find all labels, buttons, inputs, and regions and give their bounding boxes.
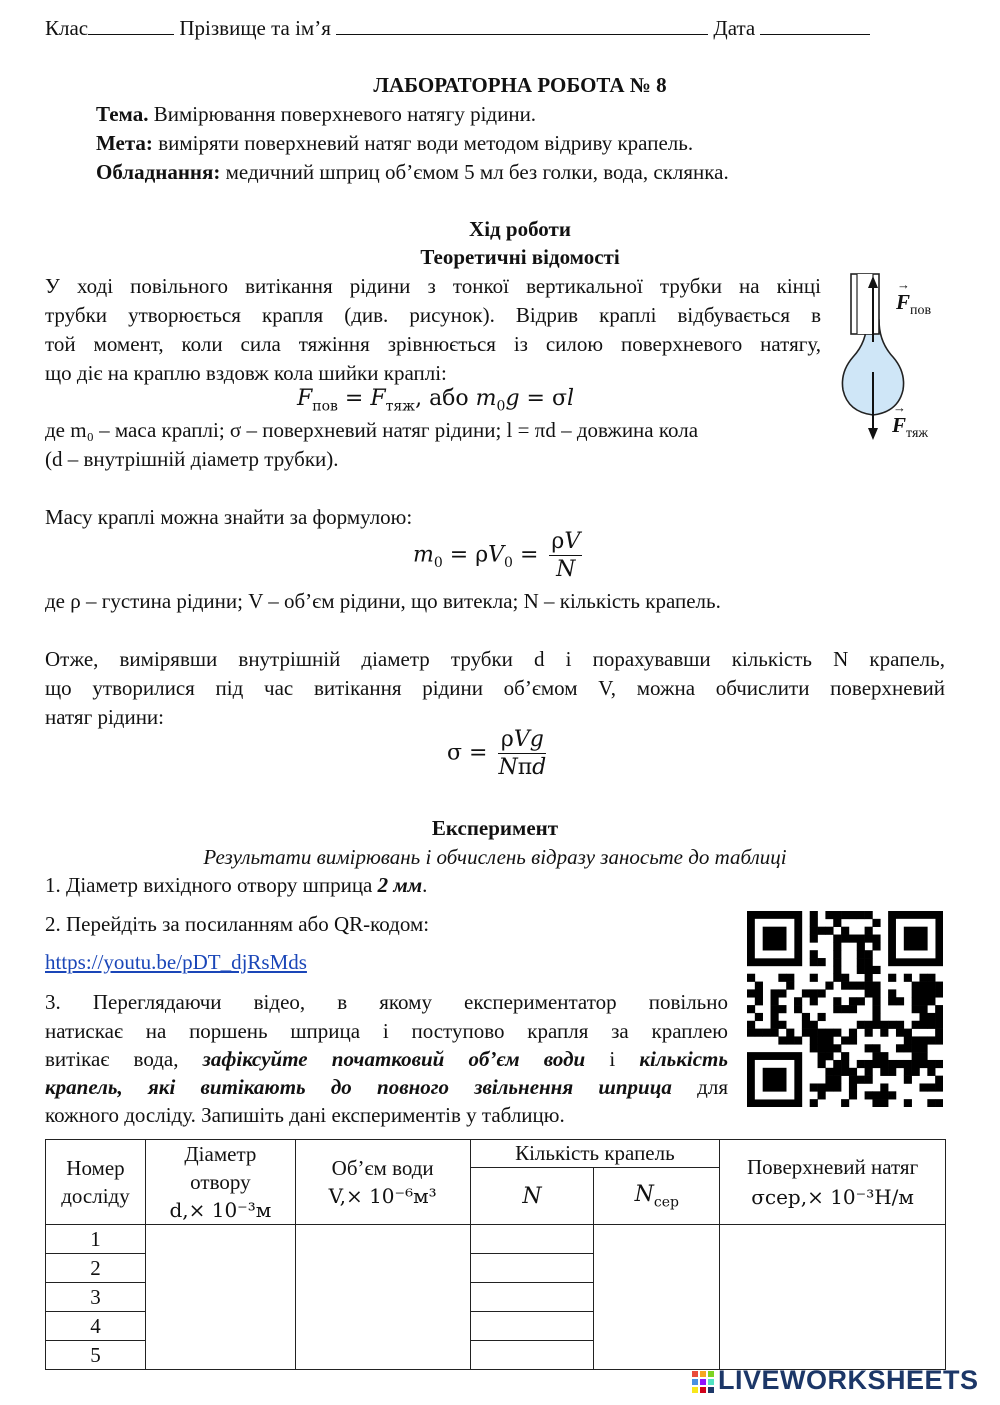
topic-text: Вимірювання поверхневого натягу рідини. [148,102,537,126]
equipment-line [96,160,729,185]
header-line [45,16,870,41]
so-line-3: натяг рідини: [45,705,165,729]
header-n-avg: $N_{сер}$ [594,1168,720,1225]
row-number: 5 [46,1341,146,1370]
equipment-text: медичний шприц об’ємом 5 мл без голки, вода, склянка. [220,160,729,184]
cell-n[interactable] [470,1283,594,1312]
topic-line [96,102,536,127]
syringe-diameter-value: 2 мм [377,873,423,897]
cell-n[interactable] [470,1254,594,1283]
equipment-label: Обладнання: [96,160,221,184]
theory-line-4: що діє на краплю вздовж кола шийки краплі: [45,361,447,385]
so-line-1: Отже, вимірявши внутрішній діаметр трубки d і порахувавши кількість N крапель, [45,647,945,671]
theory-title: Теоретичні відомості [420,245,620,269]
page-title: ЛАБОРАТОРНА РОБОТА № 8 [373,73,667,97]
topic-label: Тема. [96,102,149,126]
liveworksheets-logo: LIVEWORKSHEETS [692,1365,979,1396]
row-number: 4 [46,1312,146,1341]
cell-n-avg[interactable] [594,1225,720,1370]
class-label: Клас [45,16,89,40]
row-number: 2 [46,1254,146,1283]
step-3-line-3: витікає вода, зафіксуйте початковий об’єм води і кількість [45,1047,728,1071]
video-link[interactable]: https://youtu.be/pDT_djRsMds [45,950,307,974]
cell-volume[interactable] [295,1225,470,1370]
date-label: Дата [713,16,756,40]
class-field[interactable] [88,16,174,35]
step-3-line-1: 3. Переглядаючи відео, в якому експериментатор повільно [45,990,728,1014]
qr-code[interactable] [747,911,943,1107]
so-line-2: що утворилися під час витікання рідини об’ємом V, можна обчислити поверхневий [45,676,945,700]
where1-line2: (d – внутрішній діаметр трубки). [45,447,339,471]
header-diameter: Діаметр отвору d,× 10⁻³м [145,1140,295,1225]
row-number: 3 [46,1283,146,1312]
results-table [45,1139,946,1370]
step-3-line-5: кожного досліду. Запишіть дані експериментів у таблицю. [45,1103,565,1127]
cell-diameter[interactable] [145,1225,295,1370]
header-surface-tension: Поверхневий натяг σсер,× 10⁻³Н/м [720,1140,946,1225]
step-3-line-2: натискає на поршень шприца і поступово крапля за краплею [45,1019,728,1043]
experiment-note: Результати вимірювань і обчислень відразу заносьте до таблиці [203,845,787,869]
theory-line-2: трубки утворюється крапля (див. рисунок). Відрив краплі відбувається в [45,303,821,327]
where2: де ρ – густина рідини; V – об’єм рідини, що витекла; N – кількість крапель. [45,589,721,613]
header-n: N [470,1168,594,1225]
goal-label: Мета: [96,131,153,155]
cell-n[interactable] [470,1312,594,1341]
cell-sigma[interactable] [720,1225,946,1370]
date-field[interactable] [760,16,870,35]
header-drops: Кількість крапель [470,1140,720,1168]
name-field[interactable] [336,16,708,35]
cell-n[interactable] [470,1225,594,1254]
step-3-line-4: крапель, які витікають до повного звільнення шприца для [45,1075,728,1099]
row-number: 1 [46,1225,146,1254]
goal-text: виміряти поверхневий натяг води методом відриву крапель. [152,131,694,155]
force-up-label: → $F_{пов}$ [896,277,932,319]
experiment-title: Експеримент [431,816,559,840]
theory-line-3: той момент, коли сила тяжіння зрівнюється із силою поверхневого натягу, [45,332,821,356]
formula-sigma: σ = $\frac{\text{ρVg}}{\text{Nπd}}$ [447,727,547,780]
theory-line-1: У ході повільного витікання рідини з тонкої вертикальної трубки на кінці [45,274,821,298]
procedure-title: Хід роботи [469,217,571,241]
mass-intro: Масу краплі можна знайти за формулою: [45,505,413,529]
where1-line1: де m₀ – маса краплі; σ – поверхневий натяг рідини; l = πd – довжина кола [45,418,699,442]
header-experiment-number: Номер досліду [46,1140,146,1225]
cell-n[interactable] [470,1341,594,1370]
step-2: 2. Перейдіть за посиланням або QR-кодом: [45,912,430,936]
force-down-label: → $F_{тяж}$ [892,400,929,442]
name-label: Прізвище та ім’я [179,16,331,40]
step-1: 1. Діаметр вихідного отвору шприца 2 мм. [45,873,428,897]
goal-line [96,131,693,156]
formula-mass: $m_0 = \rho V_0$ = $\frac{\rho V}{N}$ [413,529,581,582]
liveworksheets-mark-icon [692,1371,714,1393]
formula-equilibrium: $F_{пов} = F_{тяж}$, або $m_0g = \sigma l$ [297,386,575,415]
header-volume: Об’єм води V,× 10⁻⁶м³ [295,1140,470,1225]
